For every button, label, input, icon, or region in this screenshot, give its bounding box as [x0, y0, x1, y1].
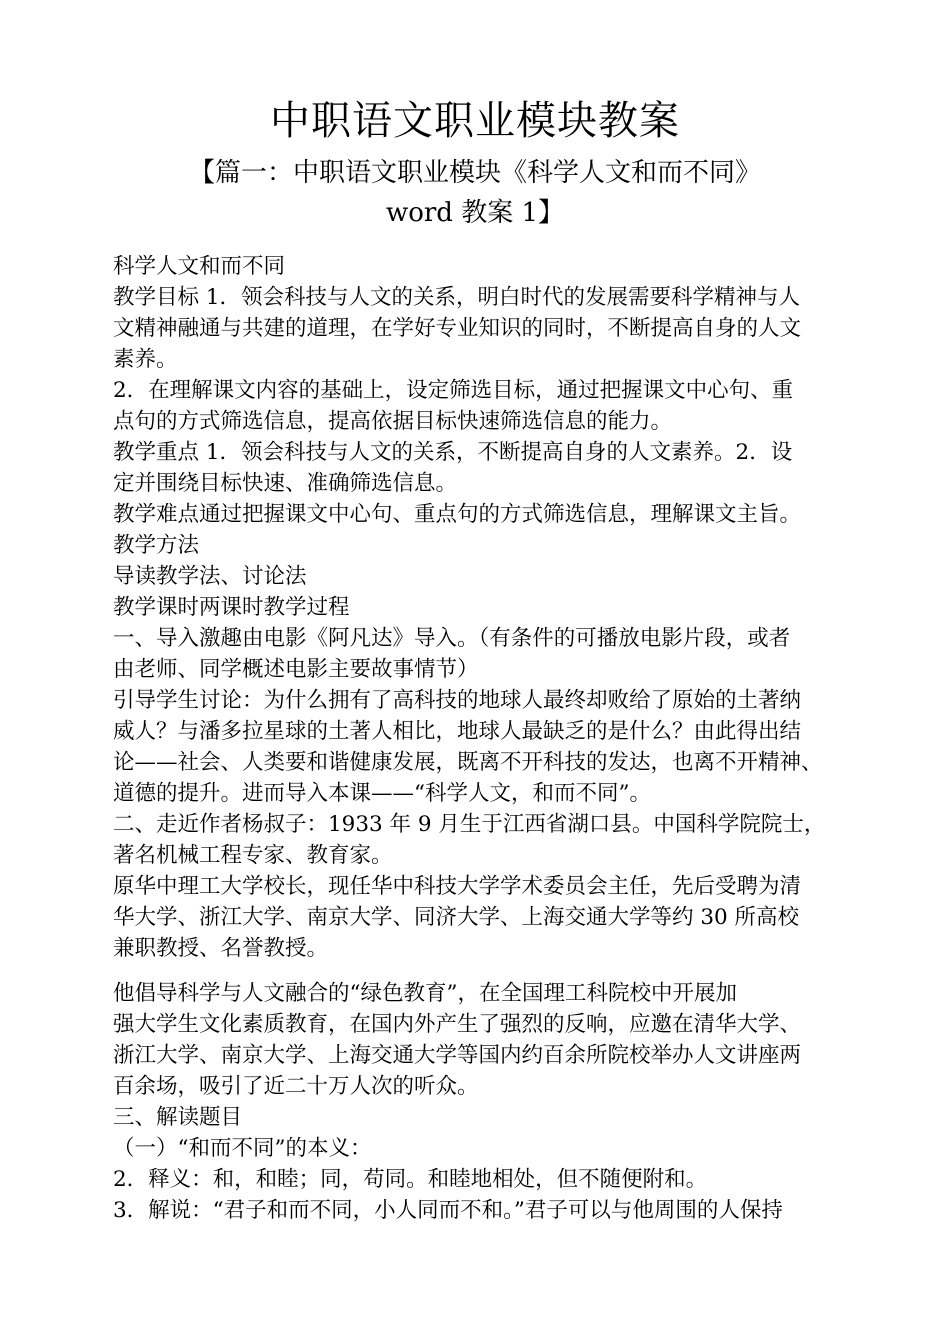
- body-line: 素养。: [113, 347, 178, 372]
- body-line: 3．解说：“君子和而不同，小人同而不和。”君子可以与他周围的人保持: [113, 1198, 783, 1223]
- body-line: 论——社会、人类要和谐健康发展，既离不开科技的发达，也离不开精神、: [113, 750, 823, 775]
- body-line: 点句的方式筛选信息，提高依据目标快速筛选信息的能力。: [113, 409, 673, 434]
- body-line: 2．在理解课文内容的基础上，设定筛选目标，通过把握课文中心句、重: [113, 378, 794, 403]
- document-body: [113, 251, 883, 1226]
- body-line: 2．释义：和，和睦；同，苟同。和睦地相处，但不随便附和。: [113, 1167, 708, 1192]
- body-line: 他倡导科学与人文融合的“绿色教育”，在全国理工科院校中开展加: [113, 981, 737, 1006]
- body-line: 道德的提升。进而导入本课——“科学人文，和而不同”。: [113, 781, 651, 806]
- body-line: 二、走近作者杨叔子：1933 年 9 月生于江西省湖口县。中国科学院院士，: [113, 812, 826, 837]
- paragraph-gap: [113, 964, 883, 978]
- body-line: 兼职教授、名誉教授。: [113, 936, 329, 961]
- body-line: 教学方法: [113, 533, 200, 558]
- body-line: 百余场，吸引了近二十万人次的听众。: [113, 1074, 479, 1099]
- body-line: （一）“和而不同”的本义：: [113, 1136, 372, 1161]
- body-line: 著名机械工程专家、教育家。: [113, 843, 393, 868]
- body-line: 强大学生文化素质教育，在国内外产生了强烈的反响，应邀在清华大学、: [113, 1012, 802, 1037]
- body-line: 原华中理工大学校长，现任华中科技大学学术委员会主任，先后受聘为清: [113, 874, 802, 899]
- body-line: 由老师、同学概述电影主要故事情节）: [113, 657, 479, 682]
- body-line: 浙江大学、南京大学、上海交通大学等国内约百余所院校举办人文讲座两: [113, 1043, 802, 1068]
- body-line: 文精神融通与共建的道理，在学好专业知识的同时，不断提高自身的人文: [113, 316, 802, 341]
- document-subtitle-line-1: 【篇一：中职语文职业模块《科学人文和而不同》: [188, 158, 761, 188]
- body-line: 教学目标 1．领会科技与人文的关系，明白时代的发展需要科学精神与人: [113, 285, 801, 310]
- body-line: 导读教学法、讨论法: [113, 564, 307, 589]
- body-line: 教学难点通过把握课文中心句、重点句的方式筛选信息，理解课文主旨。: [113, 502, 802, 527]
- body-line: 定并围绕目标快速、准确筛选信息。: [113, 471, 458, 496]
- body-line: 教学重点 1．领会科技与人文的关系，不断提高自身的人文素养。2．设: [113, 440, 793, 465]
- body-line: 科学人文和而不同: [113, 254, 286, 279]
- body-line: 威人？与潘多拉星球的土著人相比，地球人最缺乏的是什么？由此得出结: [113, 719, 802, 744]
- document-subtitle-line-2: word 教案 1】: [385, 198, 565, 228]
- document-title: 中职语文职业模块教案: [270, 98, 680, 144]
- body-line: 教学课时两课时教学过程: [113, 595, 350, 620]
- body-line: 华大学、浙江大学、南京大学、同济大学、上海交通大学等约 30 所高校: [113, 905, 800, 930]
- body-line: 三、解读题目: [113, 1105, 243, 1130]
- body-line: 引导学生讨论：为什么拥有了高科技的地球人最终却败给了原始的土著纳: [113, 688, 802, 713]
- body-line: 一、导入激趣由电影《阿凡达》导入。（有条件的可播放电影片段，或者: [113, 626, 791, 651]
